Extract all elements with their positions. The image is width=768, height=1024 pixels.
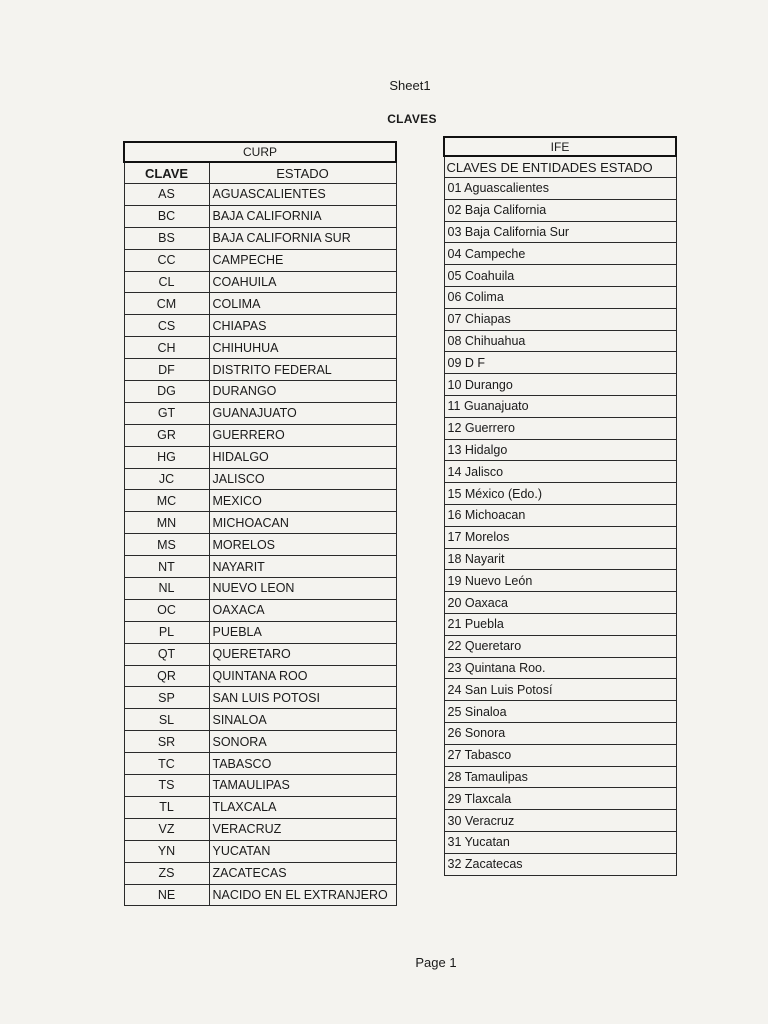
curp-table-row	[124, 424, 396, 446]
ife-entidad-cell: 14 Jalisco	[444, 461, 676, 483]
curp-clave-cell: ZS	[124, 862, 209, 884]
curp-clave-cell: SP	[124, 687, 209, 709]
ife-table-row	[444, 395, 676, 417]
curp-col-clave: CLAVE	[124, 162, 209, 184]
curp-estado-cell: HIDALGO	[209, 446, 396, 468]
curp-estado-cell: OAXACA	[209, 599, 396, 621]
curp-estado-cell: CHIAPAS	[209, 315, 396, 337]
curp-table-row	[124, 205, 396, 227]
curp-estado-cell: ZACATECAS	[209, 862, 396, 884]
curp-table-row	[124, 337, 396, 359]
curp-table-row	[124, 709, 396, 731]
curp-table-row	[124, 665, 396, 687]
ife-entidad-cell: 28 Tamaulipas	[444, 766, 676, 788]
curp-estado-cell: NAYARIT	[209, 556, 396, 578]
curp-clave-cell: GT	[124, 402, 209, 424]
curp-estado-cell: VERACRUZ	[209, 818, 396, 840]
ife-table	[443, 136, 677, 876]
ife-table-row	[444, 352, 676, 374]
ife-table-row	[444, 265, 676, 287]
ife-entidad-cell: 06 Colima	[444, 286, 676, 308]
curp-table-row	[124, 293, 396, 315]
ife-table-row	[444, 417, 676, 439]
curp-clave-cell: NT	[124, 556, 209, 578]
ife-table-row	[444, 178, 676, 200]
curp-clave-cell: BC	[124, 205, 209, 227]
ife-entidad-cell: 25 Sinaloa	[444, 701, 676, 723]
ife-entidad-cell: 31 Yucatan	[444, 831, 676, 853]
ife-table-row	[444, 679, 676, 701]
curp-table-row	[124, 184, 396, 206]
curp-estado-cell: MEXICO	[209, 490, 396, 512]
curp-group-header: CURP	[124, 142, 396, 162]
curp-table-row	[124, 227, 396, 249]
curp-clave-cell: YN	[124, 840, 209, 862]
curp-table-row	[124, 534, 396, 556]
curp-table-row	[124, 775, 396, 797]
curp-table-row	[124, 402, 396, 424]
ife-entidad-cell: 30 Veracruz	[444, 810, 676, 832]
curp-clave-cell: SR	[124, 731, 209, 753]
curp-clave-cell: VZ	[124, 818, 209, 840]
curp-estado-cell: SAN LUIS POTOSI	[209, 687, 396, 709]
ife-table-row	[444, 286, 676, 308]
ife-table-row	[444, 657, 676, 679]
ife-entidad-cell: 08 Chihuahua	[444, 330, 676, 352]
curp-estado-cell: DURANGO	[209, 381, 396, 403]
ife-table-row	[444, 243, 676, 265]
ife-entidad-cell: 32 Zacatecas	[444, 853, 676, 875]
ife-entidad-cell: 20 Oaxaca	[444, 592, 676, 614]
curp-estado-cell: COLIMA	[209, 293, 396, 315]
page-number: Page 1	[415, 955, 457, 970]
curp-clave-cell: CC	[124, 249, 209, 271]
curp-estado-cell: YUCATAN	[209, 840, 396, 862]
curp-estado-cell: COAHUILA	[209, 271, 396, 293]
ife-entidad-cell: 05 Coahuila	[444, 265, 676, 287]
curp-clave-cell: DF	[124, 359, 209, 381]
ife-table-row	[444, 330, 676, 352]
ife-table-row	[444, 592, 676, 614]
curp-clave-cell: BS	[124, 227, 209, 249]
curp-estado-cell: MORELOS	[209, 534, 396, 556]
ife-table-row	[444, 613, 676, 635]
ife-table-body	[444, 178, 676, 876]
curp-table-row	[124, 621, 396, 643]
ife-entidad-cell: 24 San Luis Potosí	[444, 679, 676, 701]
ife-entidad-cell: 01 Aguascalientes	[444, 178, 676, 200]
curp-table-row	[124, 490, 396, 512]
sheet-title: Sheet1	[389, 78, 431, 93]
curp-table-row	[124, 687, 396, 709]
curp-clave-cell: CM	[124, 293, 209, 315]
ife-table-row	[444, 308, 676, 330]
ife-table-row	[444, 221, 676, 243]
curp-clave-cell: TC	[124, 753, 209, 775]
ife-table-row	[444, 548, 676, 570]
curp-table-row	[124, 731, 396, 753]
curp-clave-cell: AS	[124, 184, 209, 206]
ife-entidad-cell: 12 Guerrero	[444, 417, 676, 439]
ife-table-row	[444, 853, 676, 875]
curp-clave-cell: NE	[124, 884, 209, 906]
curp-table-row	[124, 796, 396, 818]
curp-estado-cell: NUEVO LEON	[209, 578, 396, 600]
curp-table-row	[124, 359, 396, 381]
curp-estado-cell: BAJA CALIFORNIA	[209, 205, 396, 227]
curp-table-row	[124, 468, 396, 490]
ife-entidad-cell: 19 Nuevo León	[444, 570, 676, 592]
curp-table-row	[124, 271, 396, 293]
curp-estado-cell: NACIDO EN EL EXTRANJERO	[209, 884, 396, 906]
curp-table-row	[124, 862, 396, 884]
curp-estado-cell: CHIHUHUA	[209, 337, 396, 359]
ife-entidad-cell: 07 Chiapas	[444, 308, 676, 330]
ife-entidad-cell: 09 D F	[444, 352, 676, 374]
curp-clave-cell: QR	[124, 665, 209, 687]
curp-clave-cell: HG	[124, 446, 209, 468]
curp-estado-cell: DISTRITO FEDERAL	[209, 359, 396, 381]
curp-clave-cell: DG	[124, 381, 209, 403]
ife-entidad-cell: 03 Baja California Sur	[444, 221, 676, 243]
curp-table-body	[124, 184, 396, 906]
curp-clave-cell: PL	[124, 621, 209, 643]
ife-table-row	[444, 199, 676, 221]
ife-table-row	[444, 439, 676, 461]
curp-table-row	[124, 315, 396, 337]
curp-estado-cell: SINALOA	[209, 709, 396, 731]
ife-table-row	[444, 744, 676, 766]
curp-estado-cell: QUERETARO	[209, 643, 396, 665]
curp-clave-cell: QT	[124, 643, 209, 665]
ife-entidad-cell: 16 Michoacan	[444, 504, 676, 526]
curp-clave-cell: MC	[124, 490, 209, 512]
curp-estado-cell: MICHOACAN	[209, 512, 396, 534]
curp-clave-cell: NL	[124, 578, 209, 600]
ife-table-row	[444, 831, 676, 853]
curp-estado-cell: AGUASCALIENTES	[209, 184, 396, 206]
curp-estado-cell: TAMAULIPAS	[209, 775, 396, 797]
ife-entidad-cell: 04 Campeche	[444, 243, 676, 265]
curp-table-row	[124, 578, 396, 600]
curp-table	[123, 141, 397, 906]
ife-entidad-cell: 18 Nayarit	[444, 548, 676, 570]
curp-clave-cell: TS	[124, 775, 209, 797]
curp-clave-cell: CS	[124, 315, 209, 337]
ife-table-row	[444, 374, 676, 396]
curp-table-row	[124, 599, 396, 621]
ife-table-row	[444, 635, 676, 657]
curp-estado-cell: JALISCO	[209, 468, 396, 490]
ife-entidad-cell: 22 Queretaro	[444, 635, 676, 657]
curp-estado-cell: SONORA	[209, 731, 396, 753]
ife-table-row	[444, 461, 676, 483]
curp-clave-cell: GR	[124, 424, 209, 446]
curp-estado-cell: GUANAJUATO	[209, 402, 396, 424]
ife-table-row	[444, 504, 676, 526]
curp-estado-cell: QUINTANA ROO	[209, 665, 396, 687]
curp-col-estado: ESTADO	[209, 162, 396, 184]
curp-estado-cell: PUEBLA	[209, 621, 396, 643]
ife-entidad-cell: 27 Tabasco	[444, 744, 676, 766]
ife-entidad-cell: 15 México (Edo.)	[444, 483, 676, 505]
curp-table-row	[124, 249, 396, 271]
ife-entidad-cell: 02 Baja California	[444, 199, 676, 221]
curp-clave-cell: CH	[124, 337, 209, 359]
ife-table-row	[444, 701, 676, 723]
curp-table-row	[124, 381, 396, 403]
curp-clave-cell: JC	[124, 468, 209, 490]
ife-table-row	[444, 526, 676, 548]
ife-entidad-cell: 13 Hidalgo	[444, 439, 676, 461]
ife-table-row	[444, 570, 676, 592]
curp-table-row	[124, 556, 396, 578]
curp-table-row	[124, 446, 396, 468]
ife-col-header: CLAVES DE ENTIDADES ESTADO	[444, 156, 676, 178]
curp-table-row	[124, 818, 396, 840]
ife-entidad-cell: 11 Guanajuato	[444, 395, 676, 417]
curp-clave-cell: CL	[124, 271, 209, 293]
curp-table-row	[124, 643, 396, 665]
curp-table-row	[124, 753, 396, 775]
ife-entidad-cell: 29 Tlaxcala	[444, 788, 676, 810]
ife-group-header: IFE	[444, 137, 676, 156]
ife-entidad-cell: 26 Sonora	[444, 722, 676, 744]
curp-estado-cell: TLAXCALA	[209, 796, 396, 818]
curp-estado-cell: TABASCO	[209, 753, 396, 775]
curp-clave-cell: TL	[124, 796, 209, 818]
ife-entidad-cell: 23 Quintana Roo.	[444, 657, 676, 679]
curp-clave-cell: SL	[124, 709, 209, 731]
curp-estado-cell: BAJA CALIFORNIA SUR	[209, 227, 396, 249]
ife-table-row	[444, 766, 676, 788]
ife-entidad-cell: 10 Durango	[444, 374, 676, 396]
ife-entidad-cell: 21 Puebla	[444, 613, 676, 635]
curp-clave-cell: MS	[124, 534, 209, 556]
curp-clave-cell: OC	[124, 599, 209, 621]
page-title: CLAVES	[387, 112, 437, 126]
curp-estado-cell: GUERRERO	[209, 424, 396, 446]
ife-table-row	[444, 810, 676, 832]
curp-estado-cell: CAMPECHE	[209, 249, 396, 271]
curp-table-row	[124, 884, 396, 906]
ife-entidad-cell: 17 Morelos	[444, 526, 676, 548]
ife-table-row	[444, 483, 676, 505]
curp-table-row	[124, 840, 396, 862]
curp-table-row	[124, 512, 396, 534]
ife-table-row	[444, 788, 676, 810]
ife-table-row	[444, 722, 676, 744]
curp-clave-cell: MN	[124, 512, 209, 534]
